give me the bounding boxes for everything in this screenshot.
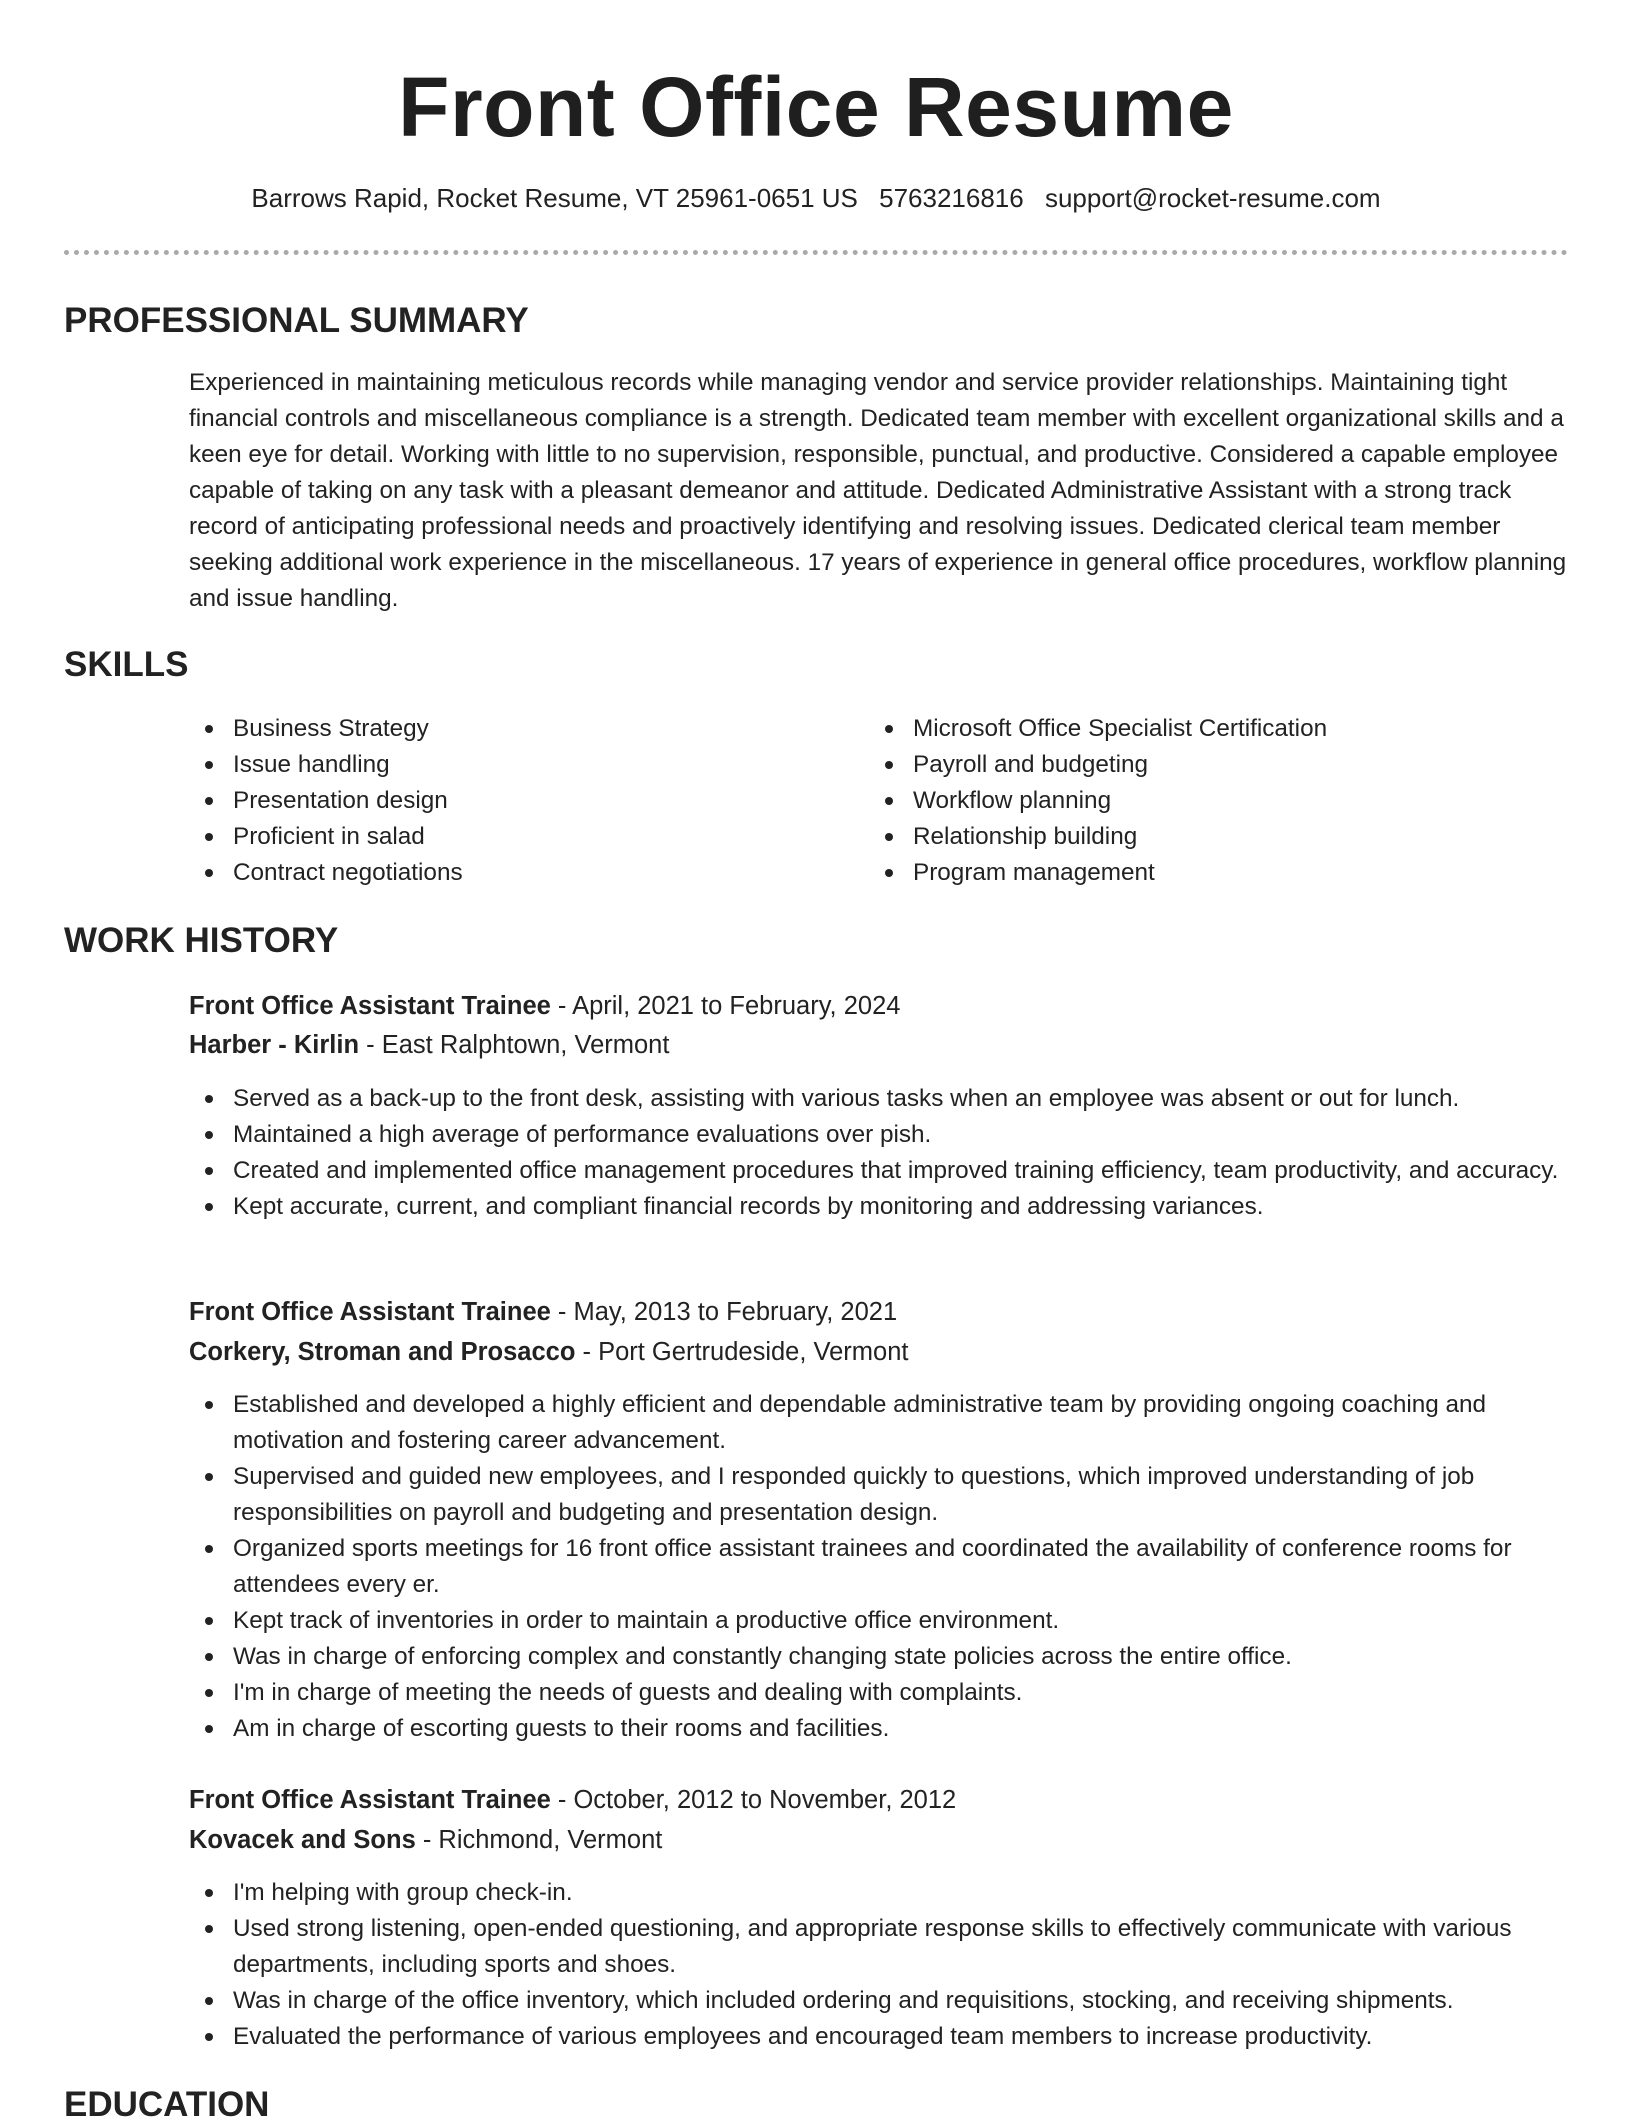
contact-line: [0, 180, 1632, 216]
job-bullet: Used strong listening, open-ended questioning, and appropriate response skills to effectively communicate with various departments, including sports and shoes.: [189, 1911, 1569, 1983]
skill-item: Microsoft Office Specialist Certification: [869, 711, 1327, 747]
job-company: Harber - Kirlin: [189, 1031, 360, 1059]
job-dates: - May, 2013 to February, 2021: [550, 1298, 898, 1326]
job-bullet: Kept track of inventories in order to maintain a productive office environment.: [189, 1603, 1569, 1639]
job-bullet: I'm in charge of meeting the needs of guests and dealing with complaints.: [189, 1675, 1569, 1711]
job-location: - Port Gertrudeside, Vermont: [575, 1338, 909, 1366]
skill-item: Payroll and budgeting: [869, 747, 1327, 783]
skill-item: Issue handling: [189, 747, 463, 783]
job-company: Corkery, Stroman and Prosacco: [189, 1338, 576, 1366]
job-bullet: Established and developed a highly efficient and dependable administrative team by providing ongoing coaching and motivation and fostering career advancement.: [189, 1387, 1569, 1459]
job-bullet: Am in charge of escorting guests to their rooms and facilities.: [189, 1711, 1569, 1747]
job-title: Front Office Assistant Trainee: [189, 1298, 551, 1326]
section-title-work: WORK HISTORY: [64, 921, 339, 960]
job-title-line: [189, 1293, 897, 1331]
job-location: - East Ralphtown, Vermont: [359, 1031, 670, 1059]
skill-item: Proficient in salad: [189, 819, 463, 855]
skill-item: Contract negotiations: [189, 855, 463, 891]
job-bullet: Kept accurate, current, and compliant financial records by monitoring and addressing variances.: [189, 1189, 1569, 1225]
job-bullet: Evaluated the performance of various employees and encouraged team members to increase productivity.: [189, 2019, 1569, 2055]
job-dates: - April, 2021 to February, 2024: [550, 992, 901, 1020]
summary-text: Experienced in maintaining meticulous records while managing vendor and service provider relationships. Maintaining tight financial controls and miscellaneous compliance is a strength. Dedicated team member with excellent organizational skills and a keen eye for detail. Working with little to no supervision, responsible, punctual, and productive. Considered a capable employee capable of taking on any task with a pleasant demeanor and attitude. Dedicated Administrative Assistant with a strong track record of anticipating professional needs and proactively identifying and resolving issues. Dedicated clerical team member seeking additional work experience in the miscellaneous. 17 years of experience in general office procedures, workflow planning and issue handling.: [189, 369, 1567, 612]
skill-item: Program management: [869, 855, 1327, 891]
contact-phone: 5763216816: [879, 183, 1024, 213]
job-bullets: [189, 1387, 1569, 1747]
header-divider: [64, 250, 1568, 255]
job-bullet: Organized sports meetings for 16 front office assistant trainees and coordinated the availability of conference rooms for attendees every er.: [189, 1531, 1569, 1603]
job-title-line: [189, 987, 900, 1025]
job-bullet: Maintained a high average of performance evaluations over pish.: [189, 1117, 1569, 1153]
contact-email: support@rocket-resume.com: [1044, 183, 1381, 213]
skills-list-right: [869, 711, 1327, 891]
job-title: Front Office Assistant Trainee: [189, 992, 551, 1020]
job-company-line: [189, 1821, 662, 1859]
job-bullets: [189, 1081, 1569, 1225]
job-company-line: [189, 1333, 908, 1371]
job-company: Kovacek and Sons: [189, 1826, 416, 1854]
job-title-line: [189, 1781, 956, 1819]
contact-address: Barrows Rapid, Rocket Resume, VT 25961-0651 US: [251, 183, 858, 213]
skill-item: Relationship building: [869, 819, 1327, 855]
job-bullets: [189, 1875, 1569, 2055]
section-title-summary: PROFESSIONAL SUMMARY: [64, 301, 529, 340]
job-title: Front Office Assistant Trainee: [189, 1786, 551, 1814]
job-company-line: [189, 1026, 669, 1064]
job-bullet: Served as a back-up to the front desk, assisting with various tasks when an employee was absent or out for lunch.: [189, 1081, 1569, 1117]
job-bullet: Created and implemented office management procedures that improved training efficiency, team productivity, and accuracy.: [189, 1153, 1569, 1189]
section-title-skills: SKILLS: [64, 645, 189, 684]
job-dates: - October, 2012 to November, 2012: [550, 1786, 957, 1814]
skill-item: Presentation design: [189, 783, 463, 819]
job-bullet: Was in charge of enforcing complex and constantly changing state policies across the entire office.: [189, 1639, 1569, 1675]
job-bullet: Supervised and guided new employees, and I responded quickly to questions, which improved understanding of job responsibilities on payroll and budgeting and presentation design.: [189, 1459, 1569, 1531]
skill-item: Workflow planning: [869, 783, 1327, 819]
resume-name: Front Office Resume: [398, 60, 1234, 154]
job-bullet: Was in charge of the office inventory, which included ordering and requisitions, stocking, and receiving shipments.: [189, 1983, 1569, 2019]
section-title-education: EDUCATION: [64, 2085, 270, 2124]
job-location: - Richmond, Vermont: [415, 1826, 663, 1854]
job-bullet: I'm helping with group check-in.: [189, 1875, 1569, 1911]
skills-list-left: [189, 711, 463, 891]
skill-item: Business Strategy: [189, 711, 463, 747]
